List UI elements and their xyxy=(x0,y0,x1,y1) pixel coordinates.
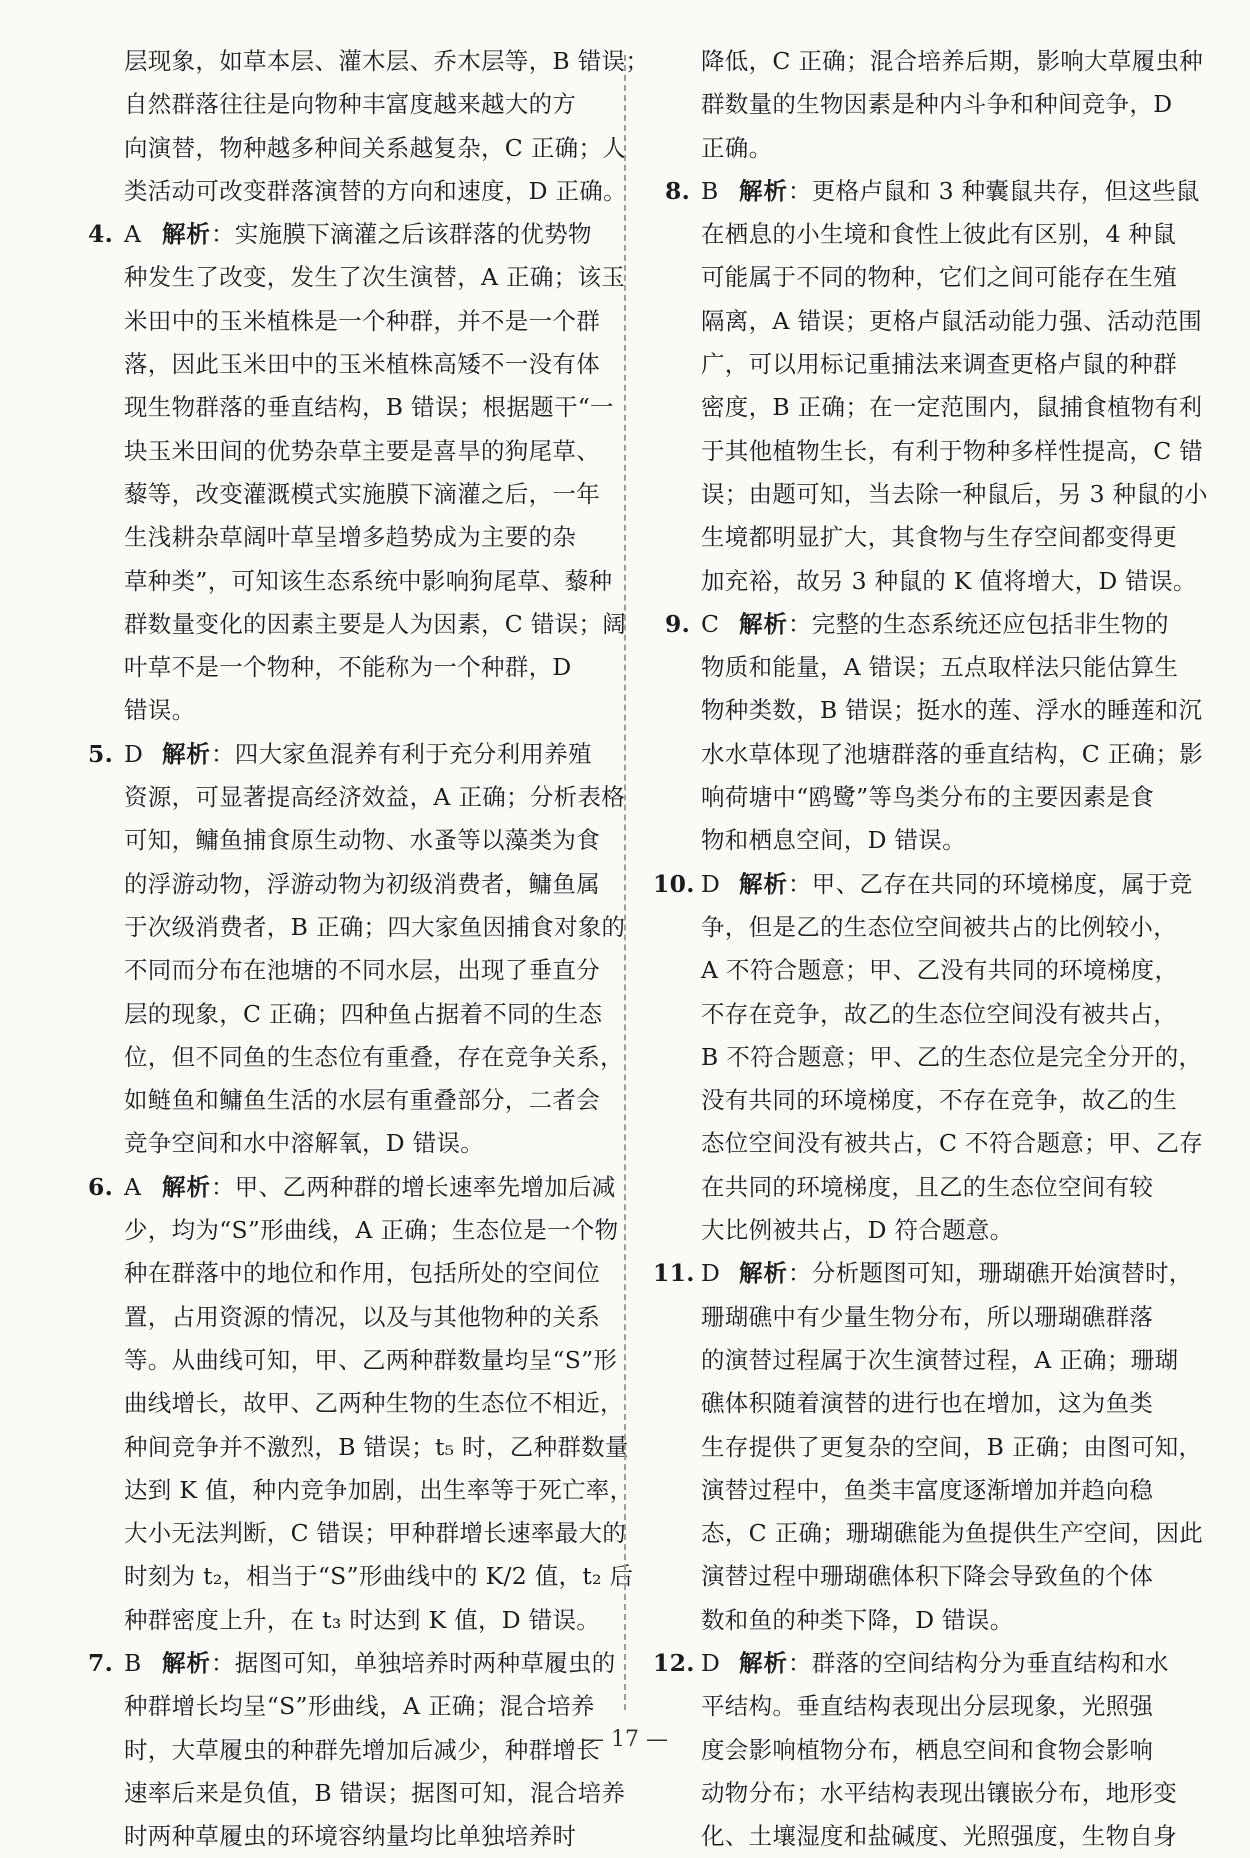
text-line xyxy=(88,1512,627,1555)
text-line xyxy=(88,993,618,1036)
text-line xyxy=(88,213,618,256)
line-text: 等。从曲线可知，甲、乙两种群数量均呈“S”形 xyxy=(124,1345,618,1374)
line-text: 物质和能量，A 错误；五点取样法只能估算生 xyxy=(701,653,1179,682)
line-text: 加充裕，故另 3 种鼠的 K 值将增大，D 错误。 xyxy=(701,566,1197,595)
text-line xyxy=(88,1296,618,1339)
line-text: 层的现象，C 正确；四种鱼占据着不同的生态 xyxy=(124,999,603,1028)
text-line xyxy=(665,1599,1195,1642)
line-text: 珊瑚礁中有少量生物分布，所以珊瑚礁群落 xyxy=(701,1302,1154,1331)
line-text: 度会影响植物分布，栖息空间和食物会影响 xyxy=(701,1735,1154,1764)
line-text: A 不符合题意；甲、乙没有共同的环境梯度， xyxy=(701,956,1179,985)
question-number: 10. xyxy=(653,869,695,898)
line-text: 态位空间没有被共占，C 不符合题意；甲、乙存 xyxy=(701,1129,1204,1158)
text-line xyxy=(665,343,1195,386)
line-text: 正确。 xyxy=(701,133,773,162)
text-line xyxy=(88,1079,618,1122)
line-text: 竞争空间和水中溶解氧，D 错误。 xyxy=(124,1129,485,1158)
text-line xyxy=(88,430,618,473)
text-line xyxy=(88,1772,626,1815)
text-line xyxy=(665,300,1203,343)
text-line xyxy=(88,1166,618,1209)
text-line xyxy=(88,473,618,516)
line-text: 错误。 xyxy=(124,696,196,725)
text-line xyxy=(665,430,1204,473)
line-text: 生境都明显扩大，其食物与生存空间都变得更 xyxy=(701,523,1177,552)
analysis-keyword: 解析 xyxy=(162,1648,211,1677)
line-text: 种群增长均呈“S”形曲线，A 正确；混合培养 xyxy=(124,1692,595,1721)
line-text: 种在群落中的地位和作用，包括所处的空间位 xyxy=(124,1259,600,1288)
text-line xyxy=(88,1209,618,1252)
text-line xyxy=(665,1296,1195,1339)
line-text: 动物分布；水平结构表现出镶嵌分布，地形变 xyxy=(701,1778,1177,1807)
line-text: 降低，C 正确；混合培养后期，影响大草履虫种 xyxy=(701,47,1204,75)
line-text: 在共同的环境梯度，且乙的生态位空间有较 xyxy=(701,1172,1154,1201)
text-line xyxy=(88,300,618,343)
text-line xyxy=(665,733,1204,776)
line-text: 广，可以用标记重捕法来调查更格卢鼠的种群 xyxy=(701,350,1177,379)
text-line xyxy=(88,386,618,429)
line-text: 曲线增长，故甲、乙两种生物的生态位不相近， xyxy=(124,1389,624,1418)
line-text: 层现象，如草本层、灌木层、乔木层等，B 错误； xyxy=(124,47,650,75)
text-line xyxy=(88,1469,634,1512)
line-text: 速率后来是负值，B 错误；据图可知，混合培养 xyxy=(124,1778,626,1807)
text-line xyxy=(88,646,618,689)
text-line xyxy=(665,646,1195,689)
line-text: 时刻为 t₂，相当于“S”形曲线中的 K/2 值，t₂ 后 xyxy=(124,1562,634,1591)
answer-letter: A xyxy=(124,1172,142,1201)
line-text: 没有共同的环境梯度，不存在竞争，故乙的生 xyxy=(701,1086,1177,1115)
line-text: 生浅耕杂草阔叶草呈增多趋势成为主要的杂 xyxy=(124,523,577,552)
answer-letter: B xyxy=(701,176,719,205)
text-line xyxy=(665,256,1195,299)
line-text: 群数量变化的因素主要是人为因素，C 错误；阔 xyxy=(124,609,627,638)
line-text: 藜等，改变灌溉模式实施膜下滴灌之后，一年 xyxy=(124,479,600,508)
text-line xyxy=(665,603,1195,646)
line-text: 可知，鳙鱼捕食原生动物、水蚤等以藻类为食 xyxy=(124,826,600,855)
page-number: — 17 — xyxy=(582,1727,668,1752)
question-number: 6. xyxy=(88,1172,114,1201)
line-text: 自然群落往往是向物种丰富度越来越大的方 xyxy=(124,90,577,119)
line-text: 向演替，物种越多种间关系越复杂，C 正确；人 xyxy=(124,133,627,162)
text-line xyxy=(88,733,618,776)
text-line xyxy=(665,1036,1203,1079)
question-number: 9. xyxy=(665,609,691,638)
line-text: 位，但不同鱼的生态位有重叠，存在竞争关系， xyxy=(124,1042,624,1071)
analysis-keyword: 解析 xyxy=(739,1259,788,1288)
question-number: 12. xyxy=(653,1648,695,1677)
text-line xyxy=(88,1339,618,1382)
line-text: 类活动可改变群落演替的方向和速度，D 正确。 xyxy=(124,176,627,205)
text-line xyxy=(88,256,626,299)
line-text: 演替过程中，鱼类丰富度逐渐增加并趋向稳 xyxy=(701,1475,1154,1504)
line-text: 大小无法判断，C 错误；甲种群增长速率最大的 xyxy=(124,1519,627,1548)
line-text: ：群落的空间结构分为垂直结构和水 xyxy=(788,1648,1169,1677)
text-line xyxy=(665,1339,1195,1382)
line-text: 生存提供了更复杂的空间，B 正确；由图可知， xyxy=(701,1432,1203,1461)
text-line xyxy=(665,1555,1195,1598)
text-line xyxy=(88,1555,634,1598)
line-text: 少，均为“S”形曲线，A 正确；生态位是一个物 xyxy=(124,1216,619,1245)
line-text: 草种类”，可知该生态系统中影响狗尾草、藜种 xyxy=(124,566,613,595)
line-text: 叶草不是一个物种，不能称为一个种群，D xyxy=(124,653,572,682)
analysis-keyword: 解析 xyxy=(739,609,788,638)
line-text: ：据图可知，单独培养时两种草履虫的 xyxy=(211,1648,616,1677)
text-line xyxy=(665,1079,1195,1122)
line-text: 误；由题可知，当去除一种鼠后，另 3 种鼠的小 xyxy=(701,479,1208,508)
text-line xyxy=(88,170,627,213)
line-text: 可能属于不同的物种，它们之间可能存在生殖 xyxy=(701,263,1177,292)
text-line xyxy=(665,127,1195,170)
text-line xyxy=(665,1512,1204,1555)
line-text: 隔离，A 错误；更格卢鼠活动能力强、活动范围 xyxy=(701,306,1203,335)
line-text: 的演替过程属于次生演替过程，A 正确；珊瑚 xyxy=(701,1345,1179,1374)
text-line xyxy=(88,1382,624,1425)
text-line xyxy=(88,906,626,949)
text-line xyxy=(665,40,1204,83)
analysis-keyword: 解析 xyxy=(162,220,211,249)
text-line xyxy=(88,127,627,170)
text-line xyxy=(88,516,618,559)
line-text: 在栖息的小生境和食性上彼此有区别，4 种鼠 xyxy=(701,220,1177,249)
text-line xyxy=(665,83,1195,126)
answer-letter: D xyxy=(124,739,144,768)
analysis-keyword: 解析 xyxy=(739,1648,788,1677)
line-text: 种发生了改变，发生了次生演替，A 正确；该玉 xyxy=(124,263,626,292)
line-text: 化、土壤湿度和盐碱度、光照强度，生物自身 xyxy=(701,1822,1177,1851)
answer-letter: B xyxy=(124,1648,142,1677)
text-line xyxy=(88,689,618,732)
line-text: ：四大家鱼混养有利于充分利用养殖 xyxy=(211,739,592,768)
text-line xyxy=(665,1209,1195,1252)
analysis-keyword: 解析 xyxy=(162,1172,211,1201)
line-text: 演替过程中珊瑚礁体积下降会导致鱼的个体 xyxy=(701,1562,1154,1591)
line-text: 群数量的生物因素是种内斗争和种间竞争，D xyxy=(701,90,1173,119)
line-text: 物种类数，B 错误；挺水的莲、浮水的睡莲和沉 xyxy=(701,696,1203,725)
line-text: ：分析题图可知，珊瑚礁开始演替时， xyxy=(788,1259,1193,1288)
question-number: 11. xyxy=(653,1259,695,1288)
text-line xyxy=(88,83,618,126)
line-text: 大比例被共占，D 符合题意。 xyxy=(701,1216,1014,1245)
line-text: ：更格卢鼠和 3 种囊鼠共存，但这些鼠 xyxy=(788,176,1200,205)
line-text: 于次级消费者，B 正确；四大家鱼因捕食对象的 xyxy=(124,912,626,941)
answer-letter: D xyxy=(701,1259,721,1288)
text-line xyxy=(88,1642,618,1685)
text-line xyxy=(665,386,1203,429)
line-text: 达到 K 值，种内竞争加剧，出生率等于死亡率， xyxy=(124,1475,634,1504)
text-line xyxy=(88,1815,618,1858)
line-text: B 不符合题意；甲、乙的生态位是完全分开的， xyxy=(701,1042,1203,1071)
text-line xyxy=(653,1252,1195,1295)
line-text: 不同而分布在池塘的不同水层，出现了垂直分 xyxy=(124,956,600,985)
line-text: 种间竞争并不激烈，B 错误；t₅ 时，乙种群数量 xyxy=(124,1432,629,1461)
line-text: 的浮游动物，浮游动物为初级消费者，鳙鱼属 xyxy=(124,869,600,898)
text-line xyxy=(88,1036,624,1079)
text-line xyxy=(665,689,1203,732)
text-line xyxy=(88,1426,629,1469)
text-line xyxy=(88,343,618,386)
line-text: 争，但是乙的生态位空间被共占的比例较小， xyxy=(701,912,1177,941)
text-line xyxy=(665,1382,1195,1425)
text-line xyxy=(665,1122,1204,1165)
text-line xyxy=(665,560,1195,603)
text-line xyxy=(665,213,1195,256)
text-line xyxy=(88,776,626,819)
line-text: 时两种草履虫的环境容纳量均比单独培养时 xyxy=(124,1822,577,1851)
text-line xyxy=(88,1122,618,1165)
question-number: 5. xyxy=(88,739,114,768)
line-text: 置，占用资源的情况，以及与其他物种的关系 xyxy=(124,1302,600,1331)
text-line xyxy=(653,863,1195,906)
text-line xyxy=(665,1772,1195,1815)
text-line xyxy=(88,1685,618,1728)
line-text: ：完整的生态系统还应包括非生物的 xyxy=(788,609,1169,638)
line-text: 态，C 正确；珊瑚礁能为鱼提供生产空间，因此 xyxy=(701,1519,1204,1548)
text-line xyxy=(88,1599,618,1642)
text-line xyxy=(665,1426,1203,1469)
line-text: 水水草体现了池塘群落的垂直结构，C 正确；影 xyxy=(701,739,1204,768)
question-number: 8. xyxy=(665,176,691,205)
line-text: 于其他植物生长，有利于物种多样性提高，C 错 xyxy=(701,436,1204,465)
answer-letter: A xyxy=(124,220,142,249)
text-line xyxy=(665,170,1200,213)
text-line xyxy=(88,863,618,906)
text-line xyxy=(665,1685,1195,1728)
text-line xyxy=(665,906,1195,949)
line-text: 现生物群落的垂直结构，B 错误；根据题干“一 xyxy=(124,393,614,422)
question-number: 7. xyxy=(88,1648,114,1677)
line-text: ：甲、乙存在共同的环境梯度，属于竞 xyxy=(788,869,1193,898)
line-text: 种群密度上升，在 t₃ 时达到 K 值，D 错误。 xyxy=(124,1605,601,1634)
text-line xyxy=(88,560,618,603)
line-text: 如鲢鱼和鳙鱼生活的水层有重叠部分，二者会 xyxy=(124,1086,600,1115)
analysis-keyword: 解析 xyxy=(739,176,788,205)
line-text: ：实施膜下滴灌之后该群落的优势物 xyxy=(211,220,592,249)
line-text: 块玉米田间的优势杂草主要是喜旱的狗尾草、 xyxy=(124,436,600,465)
line-text: 落，因此玉米田中的玉米植株高矮不一没有体 xyxy=(124,350,600,379)
line-text: 响荷塘中“鸥鹭”等鸟类分布的主要因素是食 xyxy=(701,783,1155,812)
question-number: 4. xyxy=(88,220,114,249)
line-text: 数和鱼的种类下降，D 错误。 xyxy=(701,1605,1014,1634)
column-divider xyxy=(624,55,626,1710)
text-line xyxy=(665,819,1195,862)
text-line xyxy=(88,1252,618,1295)
text-line xyxy=(665,1469,1195,1512)
line-text: 不存在竞争，故乙的生态位空间没有被共占， xyxy=(701,999,1177,1028)
text-line xyxy=(665,1166,1195,1209)
line-text: 平结构。垂直结构表现出分层现象，光照强 xyxy=(701,1692,1154,1721)
answer-letter: D xyxy=(701,1648,721,1677)
analysis-keyword: 解析 xyxy=(162,739,211,768)
right-column xyxy=(653,40,1208,1858)
text-line xyxy=(88,949,618,992)
text-line xyxy=(665,949,1195,992)
text-line xyxy=(665,993,1195,1036)
text-line xyxy=(653,1642,1195,1685)
line-text: 密度，B 正确；在一定范围内，鼠捕食植物有利 xyxy=(701,393,1203,422)
text-line xyxy=(665,473,1208,516)
answer-letter: C xyxy=(701,609,720,638)
text-line xyxy=(665,1815,1195,1858)
text-line xyxy=(88,819,618,862)
text-line xyxy=(665,516,1195,559)
text-line xyxy=(88,40,650,83)
line-text: 米田中的玉米植株是一个种群，并不是一个群 xyxy=(124,306,600,335)
analysis-keyword: 解析 xyxy=(739,869,788,898)
line-text: 时，大草履虫的种群先增加后减少，种群增长 xyxy=(124,1735,600,1764)
line-text: ：甲、乙两种群的增长速率先增加后减 xyxy=(211,1172,616,1201)
answer-letter: D xyxy=(701,869,721,898)
text-line xyxy=(88,603,627,646)
line-text: 资源，可显著提高经济效益，A 正确；分析表格 xyxy=(124,783,626,812)
text-line xyxy=(665,776,1195,819)
line-text: 礁体积随着演替的进行也在增加，这为鱼类 xyxy=(701,1389,1154,1418)
line-text: 物和栖息空间，D 错误。 xyxy=(701,826,966,855)
